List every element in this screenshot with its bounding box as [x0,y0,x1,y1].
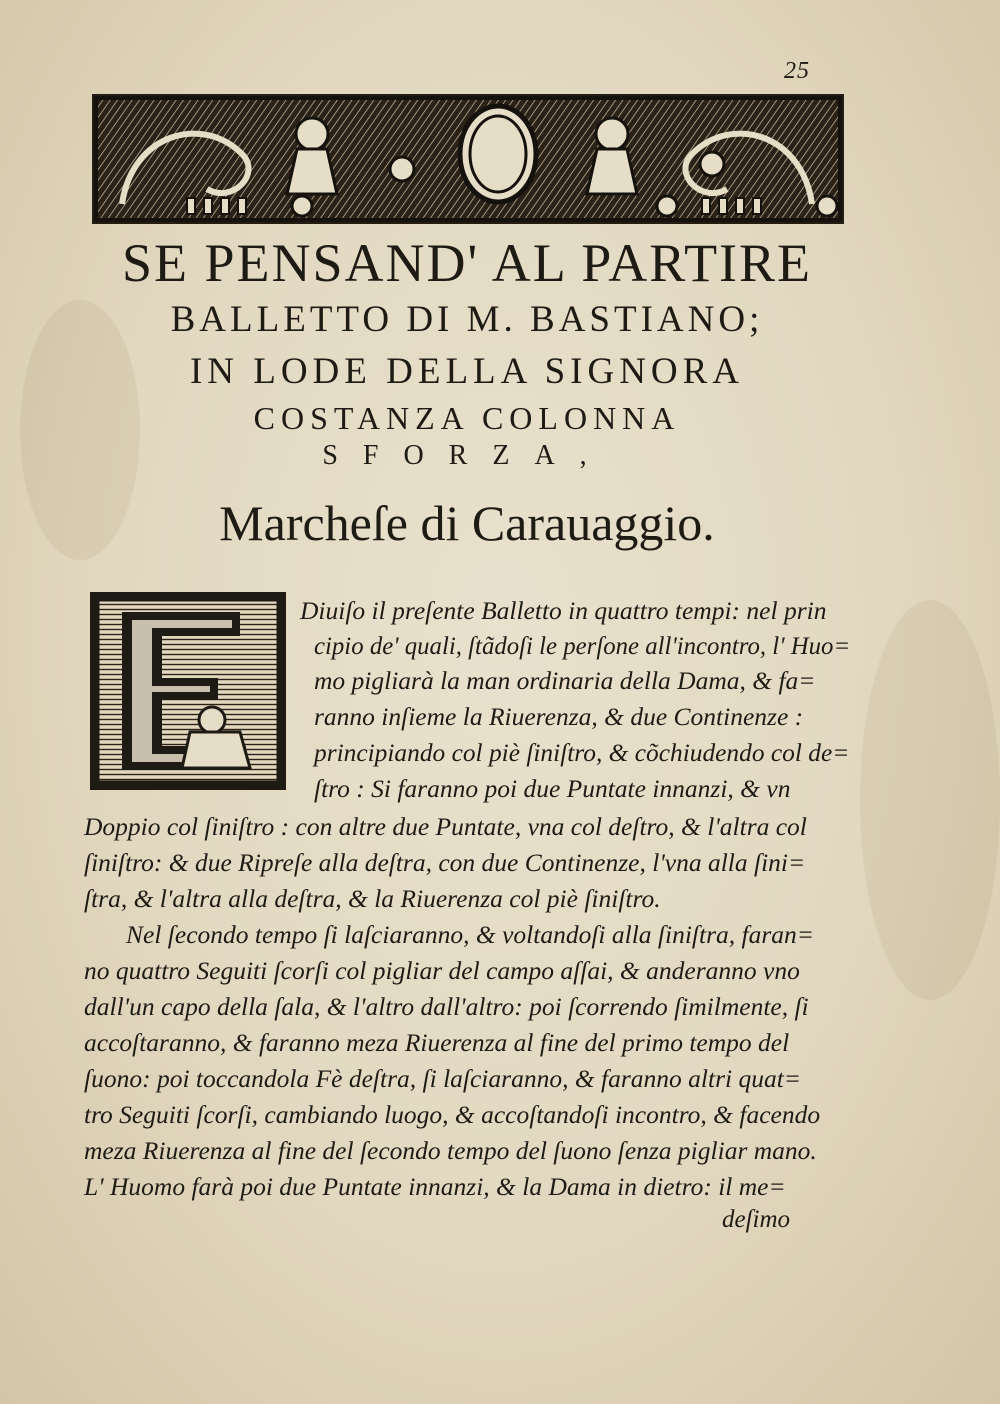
body-line: accoſtaranno, & faranno meza Riuerenza al fine del primo tempo del [84,1028,790,1057]
body-line: ranno inſieme la Riuerenza, & due Continenze : [314,702,804,731]
body-line: ſtra, & l'altra alla deſtra, & la Riuerenza col piè ſiniſtro. [84,884,661,913]
catchword: deſimo [722,1206,791,1233]
decorated-initial-e-icon [90,592,286,790]
subtitle-line-4: SFORZA, [322,440,612,471]
woodcut-banner-icon [92,94,844,224]
page-number: 25 [784,58,810,84]
body-line: ſtro : Si faranno poi due Puntate innanzi, & vn [314,774,791,803]
page-title: SE PENSAND' AL PARTIRE [121,233,813,293]
body-line: Diuiſo il preſente Balletto in quattro tempi: nel prin [300,596,827,625]
body-line: tro Seguiti ſcorſi, cambiando luogo, & accoſtandoſi incontro, & facendo [84,1100,821,1129]
body-line: no quattro Seguiti ſcorſi col pigliar del campo aſſai, & anderanno vno [84,956,800,985]
body-line: mo pigliarà la man ordinaria della Dama, & fa= [314,666,816,695]
body-line: ſuono: poi toccandola Fè deſtra, ſi laſciaranno, & faranno altri quat= [84,1064,802,1093]
body-line: Nel ſecondo tempo ſi laſciaranno, & voltandoſi alla ſiniſtra, faran= [126,920,814,949]
body-line: ſiniſtro: & due Ripreſe alla deſtra, con due Continenze, l'vna alla ſini= [84,848,806,877]
body-line: meza Riuerenza al fine del ſecondo tempo del ſuono ſenza pigliar mano. [84,1136,817,1165]
subtitle-line-1: BALLETTO DI M. BASTIANO; [170,299,764,340]
subtitle-main: Marcheſe di Carauaggio. [219,495,715,551]
body-line: Doppio col ſiniſtro : con altre due Puntate, vna col deſtro, & l'altra col [84,812,807,841]
body-line: cipio de' quali, ſtãdoſi le perſone all'incontro, l' Huo= [314,631,851,660]
body-line: principiando col piè ſiniſtro, & cõchiudendo col de= [314,738,850,767]
subtitle-line-3: COSTANZA COLONNA [253,400,681,436]
paper-stain [860,600,1000,1000]
subtitle-line-2: IN LODE DELLA SIGNORA [189,351,745,392]
body-line: L' Huomo farà poi due Puntate innanzi, & la Dama in dietro: il me= [84,1172,786,1201]
body-line: dall'un capo della ſala, & l'altro dall'altro: poi ſcorrendo ſimilmente, ſi [84,992,809,1021]
